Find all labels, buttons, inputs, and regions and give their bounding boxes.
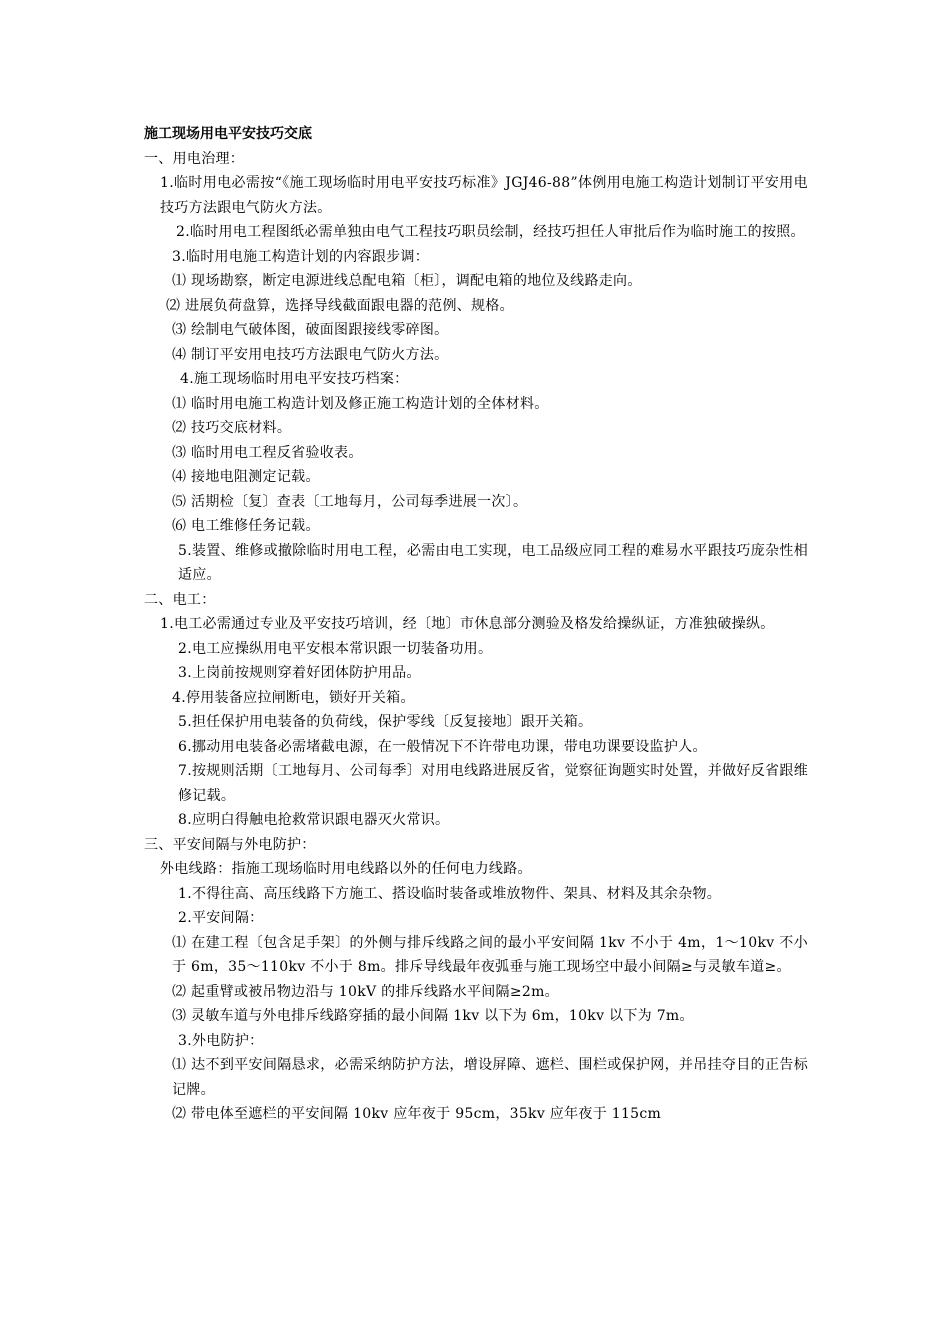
section-1-item-3-sub-3: ⑶ 绘制电气破体图，破面图跟接线零碎图。 <box>172 322 449 338</box>
section-3-item-3-sub-1: ⑴ 达不到平安间隔恳求，必需采纳防护方法，增设屏障、遮栏、围栏或保护网，并吊挂夺目的正告标记牌。 <box>172 1057 808 1098</box>
document-title: 施工现场用电平安技巧交底 <box>144 126 312 142</box>
section-2-item-3: 3.上岗前按规则穿着好团体防护用品。 <box>178 665 421 681</box>
section-2-item-7: 7.按规则活期〔工地每月、公司每季〕对用电线路进展反省，觉察征询题实时处置，并做好反省跟维修记载。 <box>178 763 808 804</box>
section-1-item-4-sub-6: ⑹ 电工维修任务记载。 <box>172 518 320 534</box>
section-1-item-5: 5.装置、维修或撤除临时用电工程，必需由电工实现，电工品级应同工程的难易水平跟技巧庞杂性相适应。 <box>178 542 808 583</box>
section-2-item-1: 1.电工必需通过专业及平安技巧培训，经〔地〕市休息部分测验及格发给操纵证，方准独破操纵。 <box>160 616 775 632</box>
section-3-intro: 外电线路：指施工现场临时用电线路以外的任何电力线路。 <box>160 861 532 877</box>
section-2-item-2: 2.电工应操纵用电平安根本常识跟一切装备功用。 <box>178 640 493 657</box>
section-3-item-2-sub-2: ⑵ 起重臂或被吊物边沿与 10kV 的排斥线路水平间隔≥2m。 <box>172 983 559 1000</box>
document-page <box>144 122 808 1127</box>
section-3-item-3: 3.外电防护： <box>178 1032 264 1049</box>
section-1-item-2: 2.临时用电工程图纸必需单独由电气工程技巧职员绘制，经技巧担任人审批后作为临时施工的按照。 <box>176 224 805 240</box>
section-2-item-5: 5.担任保护用电装备的负荷线，保护零线〔反复接地〕跟开关箱。 <box>178 714 593 730</box>
section-1-item-3: 3.临时用电施工构造计划的内容跟步调： <box>172 248 430 265</box>
section-2-item-4: 4.停用装备应拉闸断电，锁好开关箱。 <box>172 689 415 706</box>
section-1-item-1: 1.临时用电必需按“《施工现场临时用电平安技巧标准》JGJ46-88”体例用电施工构造计划制订平安用电技巧方法跟电气防火方法。 <box>160 175 808 216</box>
section-3-heading: 三、平安间隔与外电防护： <box>144 836 316 853</box>
section-1-item-4-sub-4: ⑷ 接地电阻测定记载。 <box>172 469 320 485</box>
section-3-item-2-sub-1: ⑴ 在建工程〔包含足手架〕的外侧与排斥线路之间的最小平安间隔 1kv 不小于 4m，1～10kv 不小于 6m，35～110kv 不小于 8m。排斥导线最年夜弧垂与施工现场空中最小间隔≥与灵敏车道≥。 <box>172 934 808 975</box>
section-1-item-4-sub-3: ⑶ 临时用电工程反省验收表。 <box>172 444 363 461</box>
section-1-item-4-sub-1: ⑴ 临时用电施工构造计划及修正施工构造计划的全体材料。 <box>172 395 549 412</box>
section-1-item-3-sub-4: ⑷ 制订平安用电技巧方法跟电气防火方法。 <box>172 346 449 363</box>
section-1-item-3-sub-1: ⑴ 现场勘察，断定电源进线总配电箱〔柜〕，调配电箱的地位及线路走向。 <box>172 273 642 289</box>
section-1-item-4-sub-2: ⑵ 技巧交底材料。 <box>172 420 292 436</box>
section-2-heading: 二、电工： <box>144 591 216 608</box>
section-2-item-8: 8.应明白得触电抢救常识跟电器灭火常识。 <box>178 812 450 828</box>
section-1-item-4-sub-5: ⑸ 活期检〔复〕查表〔工地每月，公司每季进展一次〕。 <box>172 493 528 510</box>
section-1-item-4: 4.施工现场临时用电平安技巧档案： <box>180 371 409 387</box>
section-1-item-3-sub-2: ⑵ 进展负荷盘算，选择导线截面跟电器的范例、规格。 <box>166 297 514 314</box>
section-3-item-1: 1.不得往高、高压线路下方施工、搭设临时装备或堆放物件、架具、材料及其余杂物。 <box>178 885 722 902</box>
section-2-item-6: 6.挪动用电装备必需堵截电源，在一般情况下不许带电功课，带电功课要设监护人。 <box>178 738 707 755</box>
section-3-item-3-sub-2: ⑵ 带电体至遮栏的平安间隔 10kv 应年夜于 95cm，35kv 应年夜于 115cm <box>172 1106 662 1122</box>
section-3-item-2-sub-3: ⑶ 灵敏车道与外电排斥线路穿插的最小间隔 1kv 以下为 6m，10kv 以下为 7m。 <box>172 1008 694 1024</box>
section-1-heading: 一、用电治理： <box>144 150 245 167</box>
section-3-item-2: 2.平安间隔： <box>178 910 264 926</box>
